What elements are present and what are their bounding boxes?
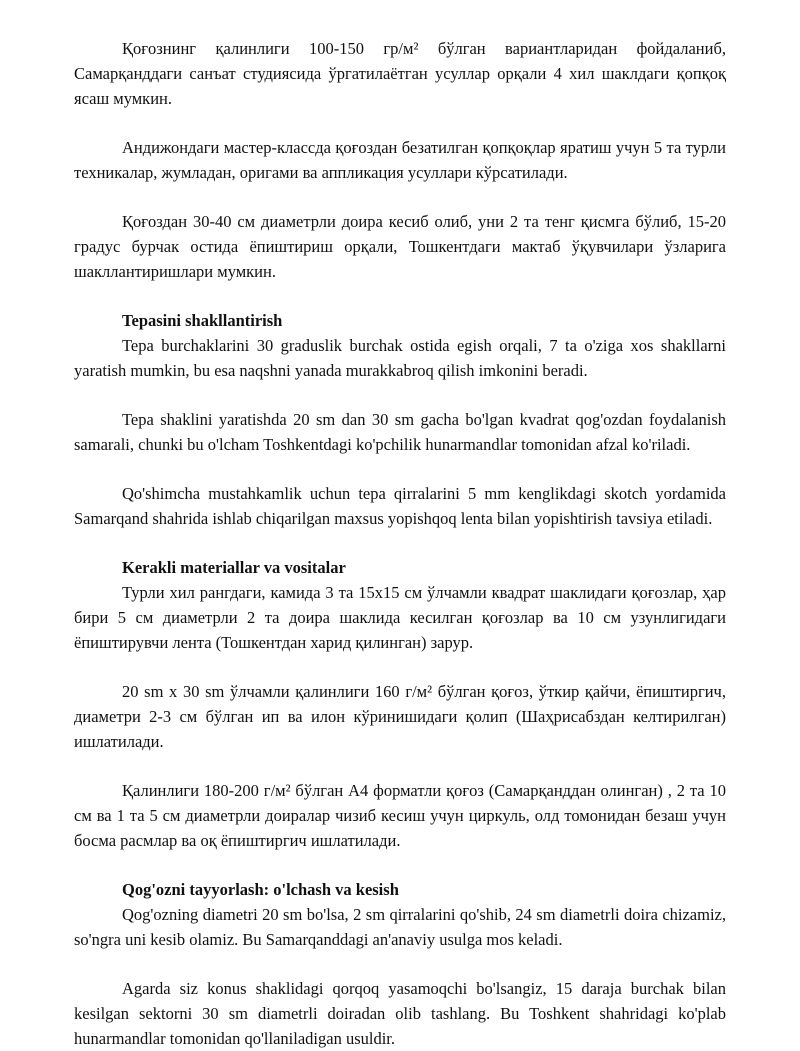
intro-paragraph-3	[74, 209, 726, 284]
paragraph-text: Qo'shimcha mustahkamlik uchun tepa qirralarini 5 mm kenglikdagi skotch yordamida Samarqand shahrida ishlab chiqarilgan maxsus yopishqoq lenta bilan yopishtirish tavsiya etiladi.	[74, 484, 726, 528]
paragraph-text: Андижондаги мастер-классда қоғоздан безатилган қопқоқлар яратиш учун 5 та турли техникалар, жумладан, оригами ва аппликация усуллари кўрсатилади.	[74, 138, 726, 182]
paragraph-text: 20 sm x 30 sm ўлчамли қалинлиги 160 г/м² бўлган қоғоз, ўткир қайчи, ёпиштиргич, диаметри 2-3 см бўлган ип ва илон кўринишидаги қолип (Шаҳрисабздан келтирилган) ишлатилади.	[74, 682, 726, 751]
intro-paragraph-2	[74, 135, 726, 185]
section-heading: Tepasini shakllantirish	[122, 311, 283, 330]
paragraph-text: Қалинлиги 180-200 г/м² бўлган А4 форматли қоғоз (Самарқанддан олинган) , 2 та 10 см ва 1 та 5 см диаметрли доиралар чизиб кесиш учун циркуль, олд томонидан безаш учун босма расмлар ва оқ ёпиштиргич ишлатилади.	[74, 781, 726, 850]
intro-paragraph-1	[74, 36, 726, 111]
paragraph-text: Tepa burchaklarini 30 graduslik burchak ostida egish orqali, 7 ta o'ziga xos shakllarni yaratish mumkin, bu esa naqshni yanada murakkabroq qilish imkonini beradi.	[74, 336, 726, 380]
paragraph-text: Турли хил рангдаги, камида 3 та 15x15 см ўлчамли квадрат шаклидаги қоғозлар, ҳар бири 5 см диаметрли 2 та доира шаклида кесилган қоғозлар ва 10 см узунлигидаги ёпиштирувчи лента (Тошкентдан харид қилинган) зарур.	[74, 583, 726, 652]
section-heading: Kerakli materiallar va vositalar	[122, 558, 346, 577]
paragraph-text: Tepa shaklini yaratishda 20 sm dan 30 sm gacha bo'lgan kvadrat qog'ozdan foydalanish samarali, chunki bu o'lcham Toshkentdagi ko'pchilik hunarmandlar tomonidan afzal ko'riladi.	[74, 410, 726, 454]
paragraph-text: Қоғоздан 30-40 см диаметрли доира кесиб олиб, уни 2 та тенг қисмга бўлиб, 15-20 градус бурчак остида ёпиштириш орқали, Тошкентдаги мактаб ўқувчилари ўзларига шакллантиришлари мумкин.	[74, 212, 726, 281]
section-paper-preparation	[74, 877, 726, 1051]
paragraph-text: Қоғознинг қалинлиги 100-150 гр/м² бўлган вариантларидан фойдаланиб, Самарқанддаги санъат студиясида ўргатилаётган усуллар орқали 4 хил шаклдаги қопқоқ ясаш мумкин.	[74, 39, 726, 108]
paragraph-text: Agarda siz konus shaklidagi qorqoq yasamoqchi bo'lsangiz, 15 daraja burchak bilan kesilgan sektorni 30 sm diametrli doiradan olib tashlang. Bu Toshkent shahridagi ko'plab hunarmandlar tomonidan qo'llaniladigan usuldir.	[74, 979, 726, 1048]
section-heading: Qog'ozni tayyorlash: o'lchash va kesish	[122, 880, 399, 899]
paragraph-text: Qog'ozning diametri 20 sm bo'lsa, 2 sm qirralarini qo'shib, 24 sm diametrli doira chizamiz, so'ngra uni kesib olamiz. Bu Samarqanddagi an'anaviy usulga mos keladi.	[74, 905, 726, 949]
section-shaping-top	[74, 308, 726, 531]
section-materials-tools	[74, 555, 726, 853]
